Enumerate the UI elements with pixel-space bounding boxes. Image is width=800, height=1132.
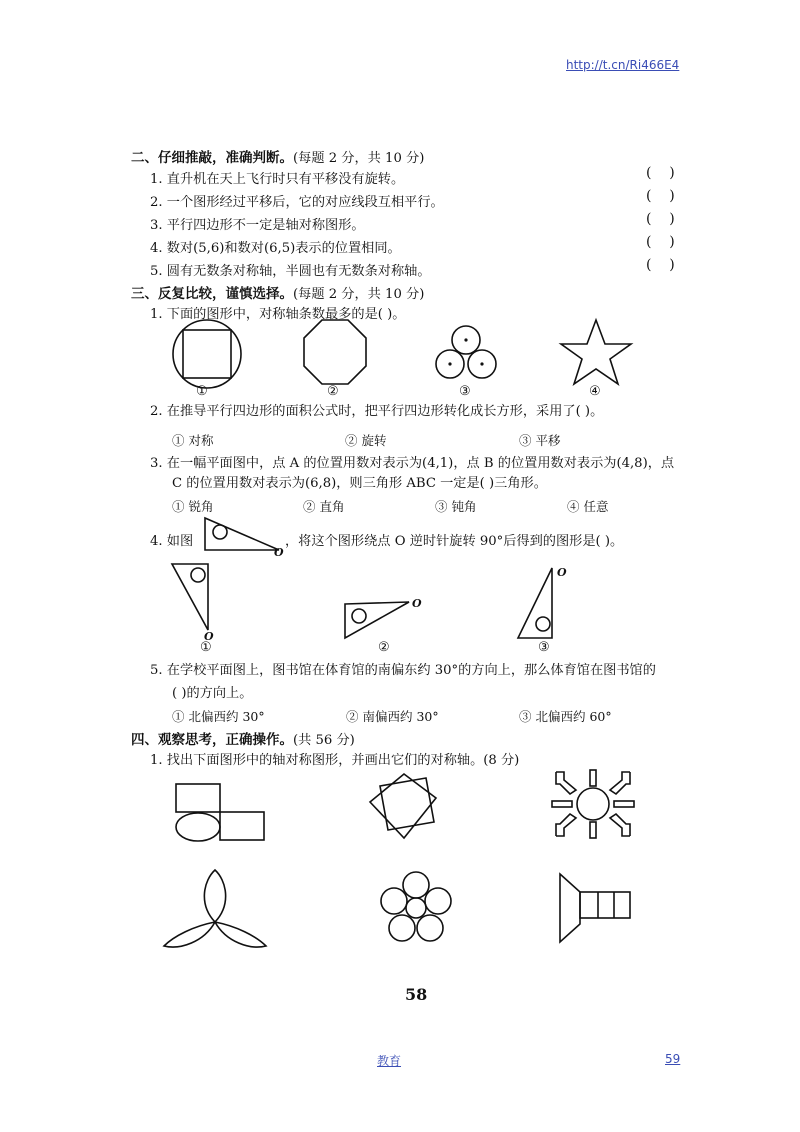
point-o-label: O (274, 546, 284, 559)
q2-option-3[interactable]: ③ 平移 (519, 433, 561, 448)
q2-option-2[interactable]: ② 旋转 (345, 433, 387, 448)
answer-blank-4[interactable]: ( ) (646, 234, 675, 250)
q2-text: 2. 在推导平行四边形的面积公式时，把平行四边形转化成长方形，采用了( )。 (150, 404, 604, 419)
section2-score: (每题 2 分，共 10 分) (293, 151, 425, 166)
q1-label-2: ② (327, 384, 339, 399)
q1-label-1: ① (196, 384, 208, 399)
star-figure (558, 318, 634, 388)
flower-circles-figure (375, 870, 457, 948)
q5-line1: 5. 在学校平面图上，图书馆在体育馆的南偏东约 30°的方向上，那么体育馆在图书馆的 (150, 663, 656, 678)
option-3-triangle-figure (516, 566, 572, 642)
footer-page-link[interactable]: 59 (665, 1052, 681, 1066)
section2-heading: 二、仔细推敲，准确判断。 (131, 150, 293, 166)
section4-heading-row (131, 728, 355, 748)
q5-option-3[interactable]: ③ 北偏西约 60° (519, 709, 612, 724)
three-petal-figure (160, 868, 270, 950)
q3-option-4[interactable]: ④ 任意 (567, 499, 609, 514)
q5-line2: ( )的方向上。 (172, 686, 253, 701)
circle-with-square-figure (171, 318, 243, 390)
option-1-triangle-figure (170, 562, 222, 644)
section2-heading-row (131, 146, 424, 166)
rotated-squares-figure (366, 772, 446, 842)
section2-item-4: 4. 数对(5,6)和数对(6,5)表示的位置相同。 (150, 241, 401, 256)
section2-item-3: 3. 平行四边形不一定是轴对称图形。 (150, 218, 365, 233)
section4-q1-text: 1. 找出下面图形中的轴对称图形，并画出它们的对称轴。(8 分) (150, 753, 520, 768)
q2-option-1[interactable]: ① 对称 (172, 433, 214, 448)
option-2-o-label: O (412, 597, 422, 610)
option-1-o-label: O (204, 630, 214, 643)
q5-option-2[interactable]: ② 南偏西约 30° (346, 709, 439, 724)
answer-blank-5[interactable]: ( ) (646, 257, 675, 273)
q5-option-1[interactable]: ① 北偏西约 30° (172, 709, 265, 724)
q4-suffix: ，将这个图形绕点 O 逆时针旋转 90°后得到的图形是( )。 (285, 534, 624, 549)
section2-item-1: 1. 直升机在天上飞行时只有平移没有旋转。 (150, 172, 405, 187)
header-url-link[interactable]: http://t.cn/Ri466E4 (566, 58, 680, 72)
q3-line1: 3. 在一幅平面图中，点 A 的位置用数对表示为(4,1)，点 B 的位置用数对表示为(4,8)，点 (150, 456, 675, 471)
footer-center-link[interactable]: 教育 (377, 1054, 402, 1068)
answer-blank-1[interactable]: ( ) (646, 165, 675, 181)
three-circles-figure (432, 324, 500, 382)
rotation-triangle-figure (203, 516, 285, 559)
q3-line2: C 的位置用数对表示为(6,8)，则三角形 ABC 一定是( )三角形。 (172, 476, 547, 491)
q4-prefix: 4. 如图 (150, 534, 194, 549)
q4-label-2: ② (378, 640, 390, 655)
section3-heading-row (131, 282, 424, 302)
answer-blank-2[interactable]: ( ) (646, 188, 675, 204)
section2-item-5: 5. 圆有无数条对称轴，半圆也有无数条对称轴。 (150, 264, 431, 279)
option-3-o-label: O (557, 566, 567, 579)
option-2-triangle-figure (343, 596, 427, 642)
section3-heading: 三、反复比较，谨慎选择。 (131, 286, 293, 302)
octagon-figure (300, 318, 370, 388)
q1-label-4: ④ (589, 384, 601, 399)
q1-text: 1. 下面的图形中，对称轴条数最多的是( )。 (150, 307, 406, 322)
section3-score: (每题 2 分，共 10 分) (293, 287, 425, 302)
q4-label-3: ③ (538, 640, 550, 655)
answer-blank-3[interactable]: ( ) (646, 211, 675, 227)
page-number: 58 (405, 985, 428, 1004)
q3-option-2[interactable]: ② 直角 (303, 499, 345, 514)
section2-item-2: 2. 一个图形经过平移后，它的对应线段互相平行。 (150, 195, 444, 210)
trapezoid-rectangles-figure (558, 872, 638, 944)
q3-option-1[interactable]: ① 锐角 (172, 499, 214, 514)
rectangles-ellipse-figure (174, 782, 270, 844)
sun-figure (548, 768, 638, 842)
q4-label-1: ① (200, 640, 212, 655)
q1-label-3: ③ (459, 384, 471, 399)
section4-score: (共 56 分) (293, 733, 355, 748)
q3-option-3[interactable]: ③ 钝角 (435, 499, 477, 514)
section4-heading: 四、观察思考，正确操作。 (131, 732, 293, 748)
